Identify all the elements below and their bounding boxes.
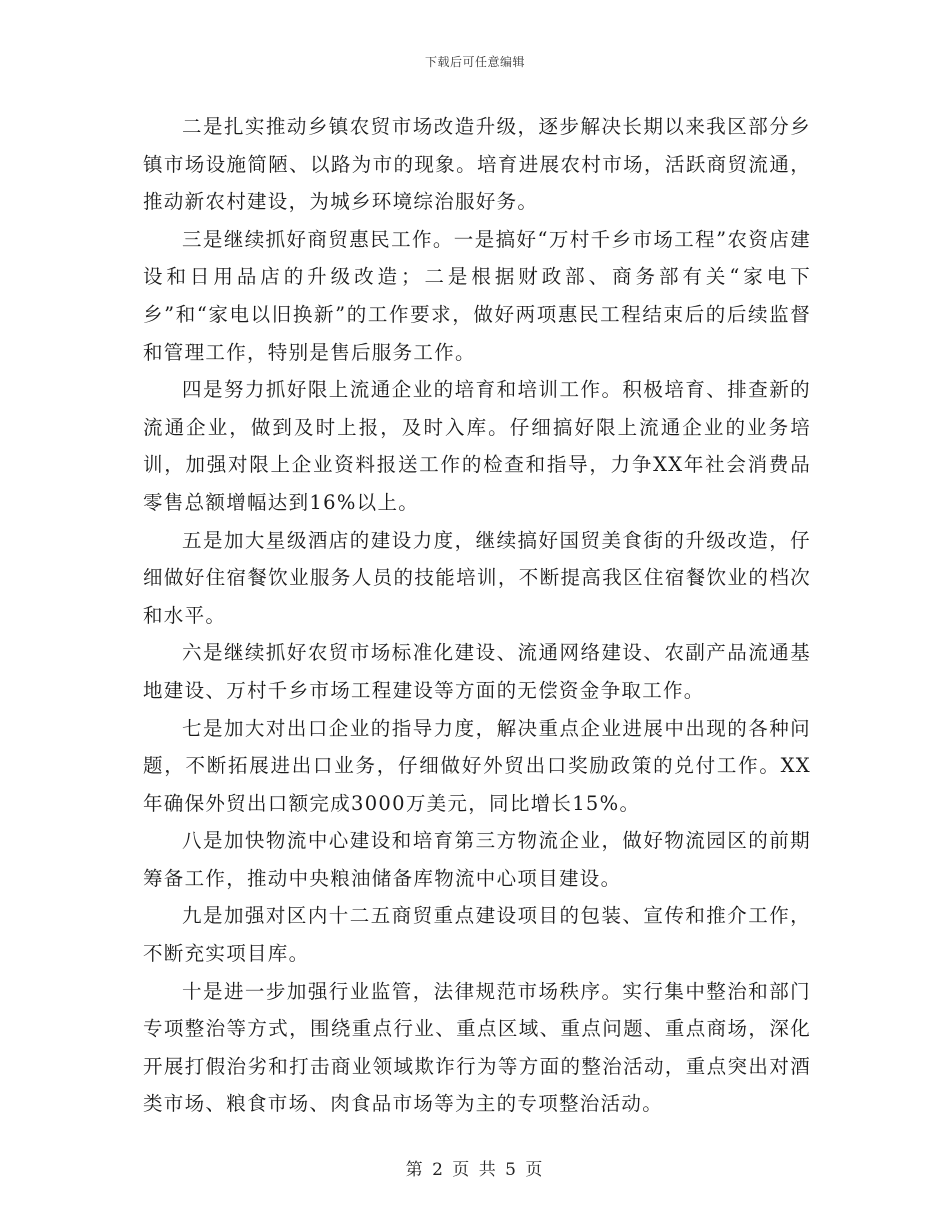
document-body — [143, 108, 811, 1123]
paragraph-8: 八是加快物流中心建设和培育第三方物流企业，做好物流园区的前期筹备工作，推动中央粮油储备库物流中心项目建设。 — [143, 829, 811, 890]
page-number-footer: 第 2 页 共 5 页 — [405, 1160, 545, 1180]
paragraph-3: 三是继续抓好商贸惠民工作。一是搞好“万村千乡市场工程”农资店建设和日用品店的升级改造；二是根据财政部、商务部有关“家电下乡”和“家电以旧换新”的工作要求，做好两项惠民工程结束后的后续监督和管理工作，特别是售后服务工作。 — [143, 227, 811, 364]
paragraph-4: 四是努力抓好限上流通企业的培育和培训工作。积极培育、排查新的流通企业，做到及时上报，及时入库。仔细搞好限上流通企业的业务培训，加强对限上企业资料报送工作的检查和指导，力争XX年社会消费品零售总额增幅达到16%以上。 — [143, 378, 811, 514]
paragraph-10: 十是进一步加强行业监管，法律规范市场秩序。实行集中整治和部门专项整治等方式，围绕重点行业、重点区域、重点问题、重点商场，深化开展打假治劣和打击商业领域欺诈行为等方面的整治活动，重点突出对酒类市场、粮食市场、肉食品市场等为主的专项整治活动。 — [143, 979, 811, 1116]
paragraph-2: 二是扎实推动乡镇农贸市场改造升级，逐步解决长期以来我区部分乡镇市场设施简陋、以路为市的现象。培育进展农村市场，活跃商贸流通，推动新农村建设，为城乡环境综治服好务。 — [143, 115, 811, 214]
paragraph-7: 七是加大对出口企业的指导力度，解决重点企业进展中出现的各种问题，不断拓展进出口业务，仔细做好外贸出口奖励政策的兑付工作。XX年确保外贸出口额完成3000万美元，同比增长15%。 — [143, 716, 811, 815]
paragraph-9: 九是加强对区内十二五商贸重点建设项目的包装、宣传和推介工作，不断充实项目库。 — [143, 904, 811, 966]
paragraph-6: 六是继续抓好农贸市场标准化建设、流通网络建设、农副产品流通基地建设、万村千乡市场工程建设等方面的无偿资金争取工作。 — [143, 641, 811, 702]
paragraph-5: 五是加大星级酒店的建设力度，继续搞好国贸美食街的升级改造，仔细做好住宿餐饮业服务人员的技能培训，不断提高我区住宿餐饮业的档次和水平。 — [143, 528, 811, 627]
page-header-note: 下载后可任意编辑 — [424, 55, 525, 69]
